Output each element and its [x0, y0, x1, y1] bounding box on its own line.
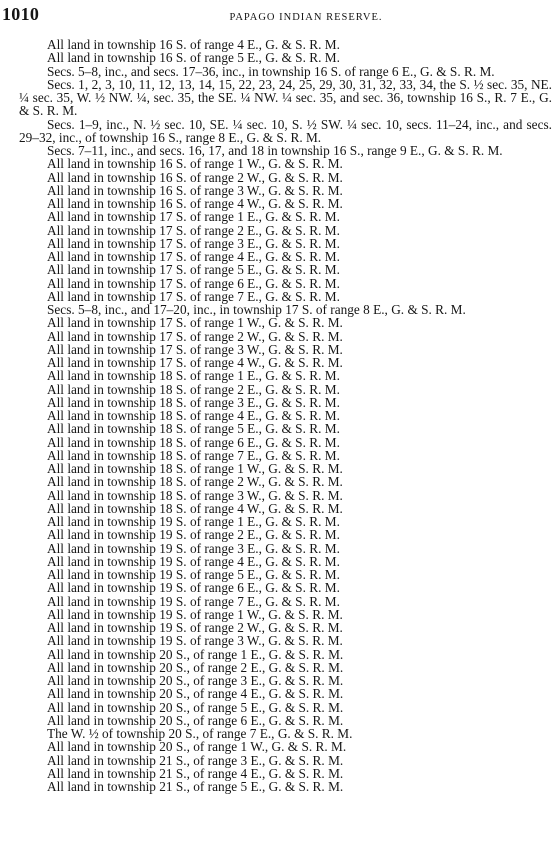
land-description-entry: All land in township 18 S. of range 7 E., G. & S. R. M.: [47, 447, 340, 463]
land-description-entry: All land in township 19 S. of range 1 W., G. & S. R. M.: [47, 606, 343, 622]
land-description-entry: All land in township 20 S., of range 1 E., G. & S. R. M.: [47, 646, 344, 662]
land-description-entry: Secs. 1, 2, 3, 10, 11, 12, 13, 14, 15, 22, 23, 24, 25, 29, 30, 31, 32, 33, 34, the S. ½ sec. 35, NE. ¼ sec. 35, W. ½ NW. ¼, sec. 35, the SE. ¼ NW. ¼ sec. 35, and sec. 36, township 16 S., R. 7 E., G. & S. R. M.: [19, 76, 552, 119]
land-description-entry: All land in township 16 S. of range 2 W., G. & S. R. M.: [47, 169, 343, 185]
land-description-entry: All land in township 17 S. of range 2 E., G. & S. R. M.: [47, 222, 340, 238]
land-description-entry: Secs. 5–8, inc., and secs. 17–36, inc., in township 16 S. of range 6 E., G. & S. R. M.: [47, 63, 495, 79]
land-description-entry: All land in township 18 S. of range 2 W., G. & S. R. M.: [47, 474, 343, 490]
land-description-entry: Secs. 5–8, inc., and 17–20, inc., in township 17 S. of range 8 E., G. & S. R. M.: [47, 302, 466, 317]
land-description-entry: All land in township 21 S., of range 3 E., G. & S. R. M.: [47, 752, 344, 768]
land-description-entry: All land in township 19 S. of range 7 E., G. & S. R. M.: [47, 593, 340, 609]
land-description-entry: All land in township 20 S., of range 6 E., G. & S. R. M.: [47, 712, 344, 728]
land-description-entry: All land in township 17 S. of range 1 E., G. & S. R. M.: [47, 209, 340, 225]
land-description-entry: All land in township 19 S. of range 2 W., G. & S. R. M.: [47, 620, 343, 635]
land-description-entry: All land in township 19 S. of range 3 W., G. & S. R. M.: [47, 633, 343, 649]
land-description-entry: All land in township 16 S. of range 3 W., G. & S. R. M.: [47, 182, 343, 198]
land-description-entry: All land in township 20 S., of range 5 E., G. & S. R. M.: [47, 699, 344, 715]
land-description-entry: All land in township 19 S. of range 1 E., G. & S. R. M.: [47, 514, 340, 529]
land-description-entry: All land in township 20 S., of range 1 W., G. & S. R. M.: [47, 739, 347, 755]
land-description-entry: All land in township 19 S. of range 4 E., G. & S. R. M.: [47, 553, 340, 569]
land-description-entry: All land in township 20 S., of range 2 E., G. & S. R. M.: [47, 659, 344, 675]
land-description-entry: All land in township 18 S. of range 4 W., G. & S. R. M.: [47, 500, 343, 516]
land-description-entry: All land in township 21 S., of range 5 E., G. & S. R. M.: [47, 779, 344, 794]
land-description-entry: All land in township 18 S. of range 4 E., G. & S. R. M.: [47, 408, 340, 423]
land-description-entry: All land in township 17 S. of range 5 E., G. & S. R. M.: [47, 262, 340, 278]
land-description-entry: All land in township 16 S. of range 1 W., G. & S. R. M.: [47, 156, 343, 172]
land-description-entry: All land in township 19 S. of range 3 E., G. & S. R. M.: [47, 540, 340, 556]
land-description-entry: All land in township 18 S. of range 3 W., G. & S. R. M.: [47, 487, 343, 503]
land-description-entry: All land in township 18 S. of range 2 E., G. & S. R. M.: [47, 381, 340, 397]
land-description-entry: The W. ½ of township 20 S., of range 7 E., G. & S. R. M.: [47, 726, 353, 741]
land-description-entry: All land in township 18 S. of range 5 E., G. & S. R. M.: [47, 421, 340, 437]
page-header: [2, 0, 550, 26]
land-description-entry: All land in township 17 S. of range 3 W., G. & S. R. M.: [47, 341, 343, 357]
land-description-entry: All land in township 17 S. of range 2 W., G. & S. R. M.: [47, 328, 343, 344]
land-description-entry: All land in township 16 S. of range 5 E., G. & S. R. M.: [47, 50, 340, 66]
land-description-entry: All land in township 17 S. of range 3 E., G. & S. R. M.: [47, 235, 340, 251]
land-description-entry: All land in township 17 S. of range 1 W., G. & S. R. M.: [47, 315, 343, 331]
land-description-entry: All land in township 19 S. of range 6 E., G. & S. R. M.: [47, 580, 340, 596]
land-description-entry: All land in township 18 S. of range 3 E., G. & S. R. M.: [47, 394, 340, 410]
land-description-entry: All land in township 21 S., of range 4 E., G. & S. R. M.: [47, 765, 344, 781]
land-description-entry: All land in township 17 S. of range 7 E., G. & S. R. M.: [47, 288, 340, 304]
land-description-entry: All land in township 18 S. of range 6 E., G. & S. R. M.: [47, 434, 340, 450]
land-description-entry: All land in township 17 S. of range 4 E., G. & S. R. M.: [47, 249, 340, 264]
land-description-entry: All land in township 17 S. of range 6 E., G. & S. R. M.: [47, 275, 340, 291]
running-head: PAPAGO INDIAN RESERVE.: [229, 12, 383, 23]
page-number: 1010: [2, 4, 40, 24]
land-description-entry: All land in township 17 S. of range 4 W., G. & S. R. M.: [47, 355, 343, 370]
land-description-entry: All land in township 19 S. of range 5 E., G. & S. R. M.: [47, 567, 340, 582]
land-description-entry: All land in township 16 S. of range 4 W., G. & S. R. M.: [47, 196, 343, 211]
land-description-entry: All land in township 18 S. of range 1 W., G. & S. R. M.: [47, 461, 343, 476]
land-description-entry: All land in township 20 S., of range 3 E., G. & S. R. M.: [47, 673, 344, 688]
land-description-list: [19, 38, 552, 793]
land-description-entry: Secs. 7–11, inc., and secs. 16, 17, and 18 in township 16 S., range 9 E., G. & S. R. M.: [47, 143, 503, 158]
land-description-entry: All land in township 20 S., of range 4 E., G. & S. R. M.: [47, 686, 344, 702]
land-description-entry: All land in township 19 S. of range 2 E., G. & S. R. M.: [47, 527, 340, 543]
land-description-entry: All land in township 16 S. of range 4 E., G. & S. R. M.: [47, 37, 340, 52]
land-description-entry: Secs. 1–9, inc., N. ½ sec. 10, SE. ¼ sec. 10, S. ½ SW. ¼ sec. 10, secs. 11–24, inc., and secs. 29–32, inc., of township 16 S., range 8 E., G. & S. R. M.: [19, 116, 552, 145]
land-description-entry: All land in township 18 S. of range 1 E., G. & S. R. M.: [47, 368, 340, 384]
